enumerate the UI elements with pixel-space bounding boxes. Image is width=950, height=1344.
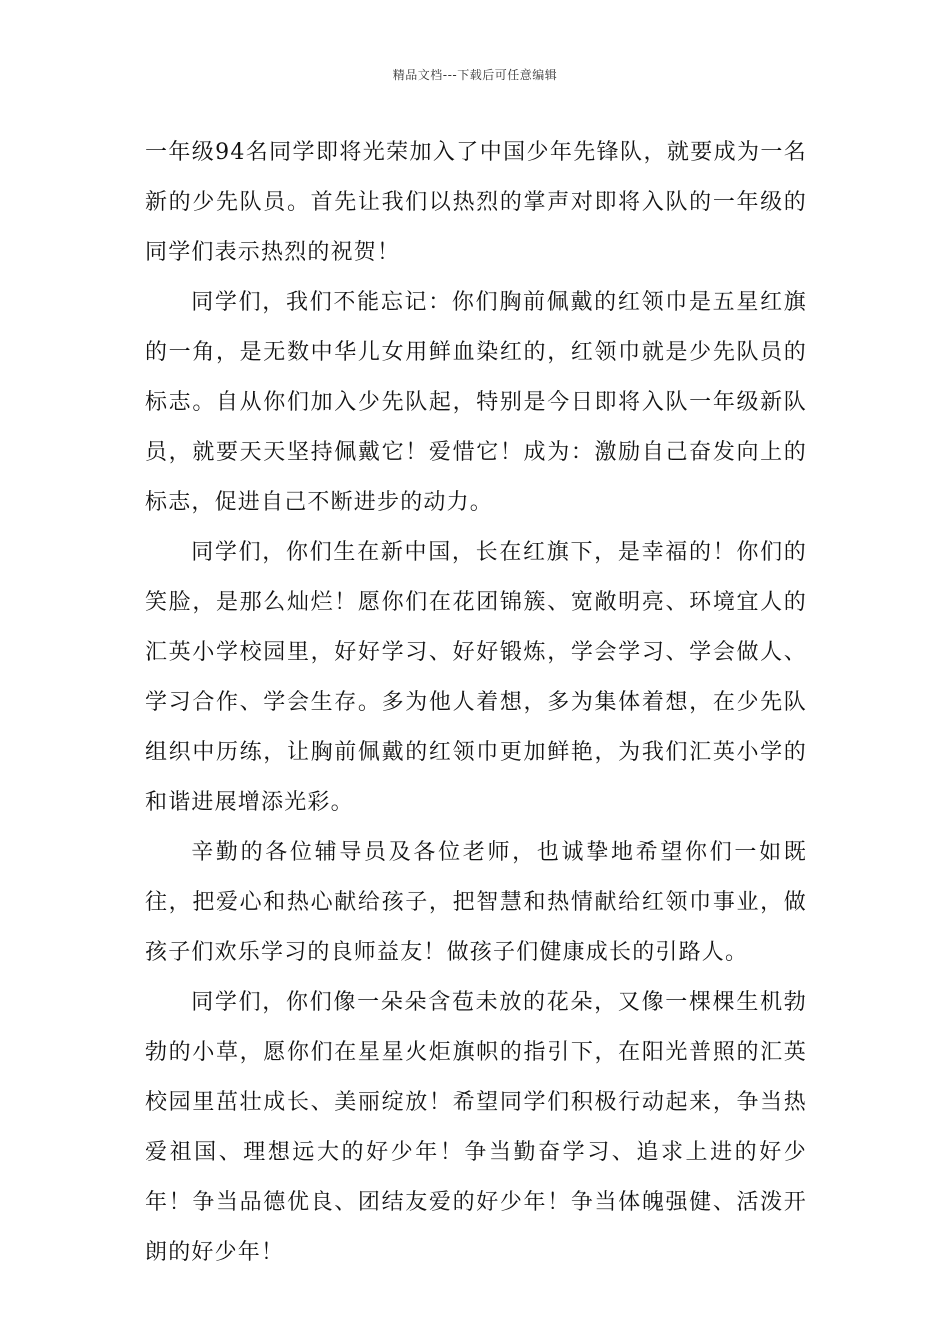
paragraph-5: 同学们，你们像一朵朵含苞未放的花朵，又像一棵棵生机勃勃的小草，愿你们在星星火炬旗帜的指引下，在阳光普照的汇英校园里茁壮成长、美丽绽放！希望同学们积极行动起来，争当热爱祖国、理想远大的好少年！争当勤奋学习、追求上进的好少年！争当品德优良、团结友爱的好少年！争当体魄强健、活泼开朗的好少年！ <box>145 990 807 1265</box>
page-header: 精品文档---下载后可任意编辑 <box>392 68 558 82</box>
document-body <box>145 128 807 1278</box>
paragraph-1: 一年级94名同学即将光荣加入了中国少年先锋队，就要成为一名新的少先队员。首先让我们以热烈的掌声对即将入队的一年级的同学们表示热烈的祝贺！ <box>145 140 807 265</box>
paragraph-2: 同学们，我们不能忘记：你们胸前佩戴的红领巾是五星红旗的一角，是无数中华儿女用鲜血染红的，红领巾就是少先队员的标志。自从你们加入少先队起，特别是今日即将入队一年级新队员，就要天天坚持佩戴它！爱惜它！成为：激励自己奋发向上的标志，促进自己不断进步的动力。 <box>145 290 807 515</box>
paragraph-4: 辛勤的各位辅导员及各位老师，也诚挚地希望你们一如既往，把爱心和热心献给孩子，把智慧和热情献给红领巾事业，做孩子们欢乐学习的良师益友！做孩子们健康成长的引路人。 <box>145 840 807 965</box>
paragraph-3: 同学们，你们生在新中国，长在红旗下，是幸福的！你们的笑脸，是那么灿烂！愿你们在花团锦簇、宽敞明亮、环境宜人的汇英小学校园里，好好学习、好好锻炼，学会学习、学会做人、学习合作、学会生存。多为他人着想，多为集体着想，在少先队组织中历练，让胸前佩戴的红领巾更加鲜艳，为我们汇英小学的和谐进展增添光彩。 <box>145 540 807 815</box>
